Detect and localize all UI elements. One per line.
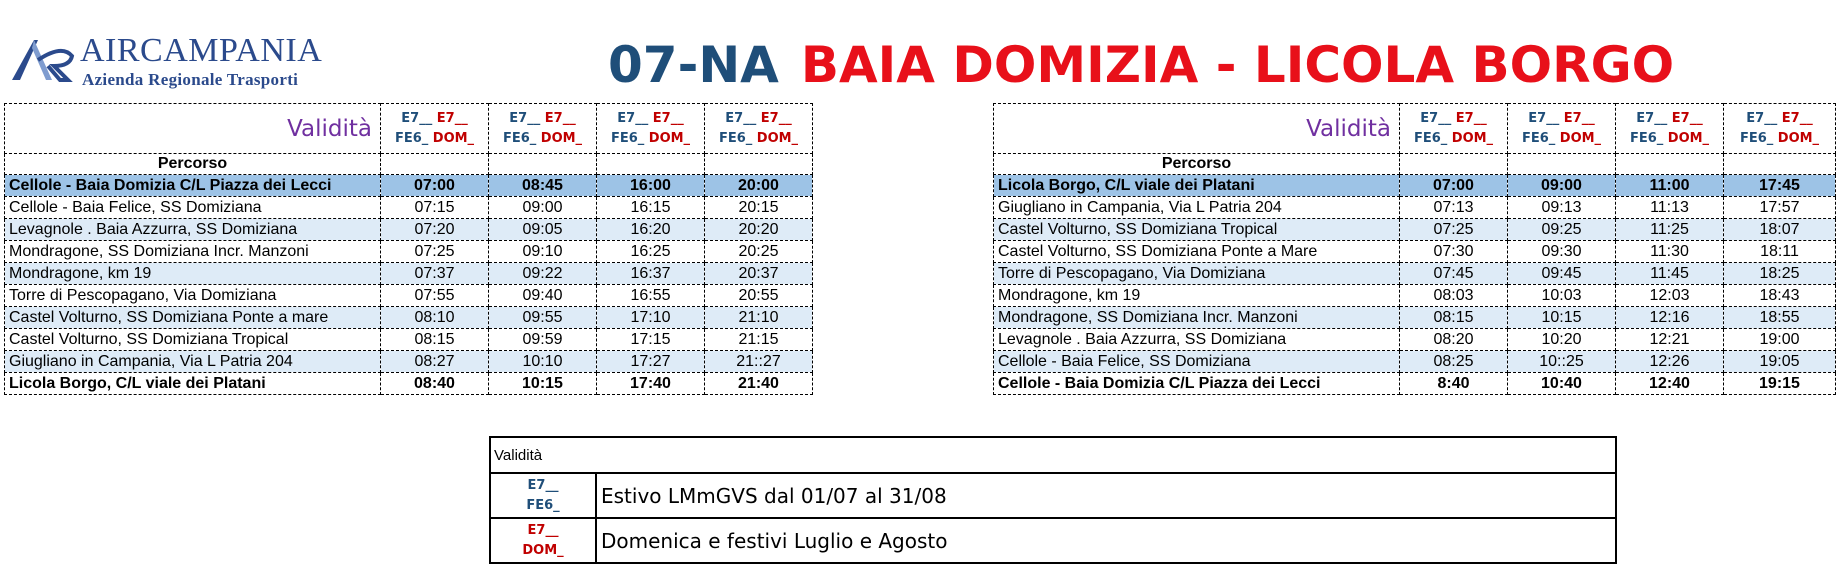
departure-time: 18:55 <box>1724 307 1836 329</box>
service-code <box>1400 104 1508 154</box>
stop-row <box>994 241 1836 263</box>
departure-time: 17:15 <box>597 329 705 351</box>
stop-row <box>5 175 813 197</box>
departure-time: 16:00 <box>597 175 705 197</box>
departure-time: 10::25 <box>1508 351 1616 373</box>
stop-row <box>994 307 1836 329</box>
departure-time: 12:03 <box>1616 285 1724 307</box>
service-code-line2 <box>381 129 488 149</box>
departure-time: 09:00 <box>1508 175 1616 197</box>
stop-row <box>994 197 1836 219</box>
service-code-line2 <box>1616 129 1723 149</box>
departure-time: 09:22 <box>489 263 597 285</box>
code-e7-summer: E7__ <box>1420 110 1452 126</box>
departure-time: 11:45 <box>1616 263 1724 285</box>
departure-time: 09:30 <box>1508 241 1616 263</box>
departure-time: 12:21 <box>1616 329 1724 351</box>
departure-time: 17:45 <box>1724 175 1836 197</box>
departure-time: 16:25 <box>597 241 705 263</box>
legend-code-bottom: DOM_ <box>522 542 564 558</box>
percorso-empty-cell <box>1508 154 1616 175</box>
departure-time: 20:00 <box>705 175 813 197</box>
service-code-line2 <box>1508 129 1615 149</box>
stop-name: Levagnole . Baia Azzurra, SS Domiziana <box>5 219 381 241</box>
stop-row <box>994 329 1836 351</box>
legend-code-bottom: FE6_ <box>526 497 560 513</box>
departure-time: 18:11 <box>1724 241 1836 263</box>
percorso-empty-cell <box>705 154 813 175</box>
legend-description: Domenica e festivi Luglio e Agosto <box>596 518 1616 563</box>
percorso-empty-cell <box>381 154 489 175</box>
service-code-line1 <box>1400 109 1507 129</box>
validity-legend <box>489 436 1617 564</box>
stop-row <box>5 219 813 241</box>
legend-code <box>490 473 596 518</box>
route-name: BAIA DOMIZIA - LICOLA BORGO <box>800 36 1675 94</box>
code-e7-summer: E7__ <box>1746 110 1778 126</box>
departure-time: 19:00 <box>1724 329 1836 351</box>
code-e7-summer: E7__ <box>1636 110 1668 126</box>
stop-name: Giugliano in Campania, Via L Patria 204 <box>5 351 381 373</box>
legend-row-sunday <box>490 518 1616 563</box>
code-e7-sunday: E7__ <box>1455 110 1487 126</box>
validity-label: Validità <box>5 104 381 154</box>
departure-time: 07:20 <box>381 219 489 241</box>
logo-subtitle: Azienda Regionale Trasporti <box>82 70 299 89</box>
logo-brand: AIRCAMPANIA <box>80 32 323 69</box>
service-code-line1 <box>381 109 488 129</box>
percorso-empty-cell <box>489 154 597 175</box>
stop-row <box>5 241 813 263</box>
departure-time: 08:27 <box>381 351 489 373</box>
code-e7-sunday: E7__ <box>652 110 684 126</box>
stop-name: Cellole - Baia Domizia C/L Piazza dei Lecci <box>994 373 1400 395</box>
code-fe6: FE6_ <box>610 130 645 146</box>
departure-time: 07:45 <box>1400 263 1508 285</box>
departure-time: 09:05 <box>489 219 597 241</box>
departure-time: 19:15 <box>1724 373 1836 395</box>
validity-label: Validità <box>994 104 1400 154</box>
departure-time: 09:45 <box>1508 263 1616 285</box>
stop-row <box>994 175 1836 197</box>
percorso-empty-cell <box>1724 154 1836 175</box>
stop-name: Licola Borgo, C/L viale dei Platani <box>994 175 1400 197</box>
departure-time: 07:25 <box>381 241 489 263</box>
departure-time: 10:15 <box>1508 307 1616 329</box>
departure-time: 16:20 <box>597 219 705 241</box>
departure-time: 17:40 <box>597 373 705 395</box>
aircampania-logo <box>8 30 338 90</box>
departure-time: 10:15 <box>489 373 597 395</box>
code-dom: DOM_ <box>1667 130 1710 146</box>
service-code <box>1616 104 1724 154</box>
departure-time: 11:00 <box>1616 175 1724 197</box>
code-fe6: FE6_ <box>1739 130 1774 146</box>
code-dom: DOM_ <box>1451 130 1494 146</box>
code-e7-sunday: E7__ <box>544 110 576 126</box>
service-code-line2 <box>1724 129 1835 149</box>
stop-name: Licola Borgo, C/L viale dei Platani <box>5 373 381 395</box>
departure-time: 17:10 <box>597 307 705 329</box>
code-e7-sunday: E7__ <box>1781 110 1813 126</box>
departure-time: 09:00 <box>489 197 597 219</box>
departure-time: 20:25 <box>705 241 813 263</box>
service-code <box>597 104 705 154</box>
legend-row-summer <box>490 473 1616 518</box>
code-fe6: FE6_ <box>1629 130 1664 146</box>
departure-time: 20:20 <box>705 219 813 241</box>
code-e7-sunday: E7__ <box>1671 110 1703 126</box>
departure-time: 07:00 <box>1400 175 1508 197</box>
service-code <box>381 104 489 154</box>
service-code-line2 <box>705 129 812 149</box>
departure-time: 17:27 <box>597 351 705 373</box>
code-fe6: FE6_ <box>502 130 537 146</box>
departure-time: 11:25 <box>1616 219 1724 241</box>
departure-time: 19:05 <box>1724 351 1836 373</box>
outbound-timetable <box>4 103 813 395</box>
departure-time: 08:20 <box>1400 329 1508 351</box>
stop-name: Cellole - Baia Felice, SS Domiziana <box>994 351 1400 373</box>
departure-time: 09:55 <box>489 307 597 329</box>
legend-header: Validità <box>490 437 1616 473</box>
departure-time: 16:37 <box>597 263 705 285</box>
percorso-label: Percorso <box>5 154 381 175</box>
service-code-line1 <box>597 109 704 129</box>
return-timetable <box>993 103 1836 395</box>
code-dom: DOM_ <box>1559 130 1602 146</box>
header-row <box>5 104 813 154</box>
departure-time: 07:00 <box>381 175 489 197</box>
departure-time: 08:15 <box>1400 307 1508 329</box>
stop-row <box>5 197 813 219</box>
percorso-row <box>5 154 813 175</box>
stop-name: Castel Volturno, SS Domiziana Tropical <box>994 219 1400 241</box>
departure-time: 21:40 <box>705 373 813 395</box>
departure-time: 16:55 <box>597 285 705 307</box>
departure-time: 10:40 <box>1508 373 1616 395</box>
departure-time: 20:15 <box>705 197 813 219</box>
percorso-empty-cell <box>597 154 705 175</box>
stop-name: Torre di Pescopagano, Via Domiziana <box>5 285 381 307</box>
code-fe6: FE6_ <box>1521 130 1556 146</box>
departure-time: 12:40 <box>1616 373 1724 395</box>
code-dom: DOM_ <box>756 130 799 146</box>
service-code-line1 <box>489 109 596 129</box>
stop-row <box>5 263 813 285</box>
stop-row <box>5 351 813 373</box>
departure-time: 08:03 <box>1400 285 1508 307</box>
legend-code-top: E7__ <box>527 477 559 493</box>
departure-time: 18:25 <box>1724 263 1836 285</box>
code-e7-summer: E7__ <box>617 110 649 126</box>
departure-time: 18:43 <box>1724 285 1836 307</box>
aircampania-logo-icon <box>8 36 78 84</box>
service-code <box>705 104 813 154</box>
service-code-line2 <box>597 129 704 149</box>
stop-name: Cellole - Baia Domizia C/L Piazza dei Lecci <box>5 175 381 197</box>
code-fe6: FE6_ <box>394 130 429 146</box>
departure-time: 07:37 <box>381 263 489 285</box>
legend-code-top: E7__ <box>527 522 559 538</box>
departure-time: 07:30 <box>1400 241 1508 263</box>
legend-code <box>490 518 596 563</box>
service-code-line1 <box>705 109 812 129</box>
stop-name: Mondragone, km 19 <box>5 263 381 285</box>
stop-name: Mondragone, SS Domiziana Incr. Manzoni <box>5 241 381 263</box>
stop-name: Castel Volturno, SS Domiziana Ponte a Mare <box>994 241 1400 263</box>
code-e7-summer: E7__ <box>1528 110 1560 126</box>
departure-time: 09:40 <box>489 285 597 307</box>
service-code-line2 <box>489 129 596 149</box>
departure-time: 12:26 <box>1616 351 1724 373</box>
stop-name: Mondragone, SS Domiziana Incr. Manzoni <box>994 307 1400 329</box>
departure-time: 21:15 <box>705 329 813 351</box>
departure-time: 09:13 <box>1508 197 1616 219</box>
stop-name: Castel Volturno, SS Domiziana Tropical <box>5 329 381 351</box>
stop-row <box>994 373 1836 395</box>
header-row <box>994 104 1836 154</box>
percorso-label: Percorso <box>994 154 1400 175</box>
code-fe6: FE6_ <box>718 130 753 146</box>
departure-time: 21:10 <box>705 307 813 329</box>
stop-row <box>5 285 813 307</box>
service-code <box>1508 104 1616 154</box>
stop-name: Torre di Pescopagano, Via Domiziana <box>994 263 1400 285</box>
code-dom: DOM_ <box>648 130 691 146</box>
departure-time: 20:37 <box>705 263 813 285</box>
departure-time: 08:25 <box>1400 351 1508 373</box>
stop-name: Castel Volturno, SS Domiziana Ponte a mare <box>5 307 381 329</box>
departure-time: 12:16 <box>1616 307 1724 329</box>
departure-time: 16:15 <box>597 197 705 219</box>
service-code-line1 <box>1508 109 1615 129</box>
stop-row <box>994 285 1836 307</box>
code-e7-summer: E7__ <box>509 110 541 126</box>
departure-time: 8:40 <box>1400 373 1508 395</box>
departure-time: 08:40 <box>381 373 489 395</box>
departure-time: 21::27 <box>705 351 813 373</box>
stop-row <box>5 329 813 351</box>
departure-time: 08:45 <box>489 175 597 197</box>
code-e7-summer: E7__ <box>725 110 757 126</box>
stop-name: Cellole - Baia Felice, SS Domiziana <box>5 197 381 219</box>
departure-time: 10:10 <box>489 351 597 373</box>
stop-name: Levagnole . Baia Azzurra, SS Domiziana <box>994 329 1400 351</box>
code-dom: DOM_ <box>1777 130 1820 146</box>
code-dom: DOM_ <box>540 130 583 146</box>
code-e7-sunday: E7__ <box>436 110 468 126</box>
departure-time: 11:30 <box>1616 241 1724 263</box>
departure-time: 07:55 <box>381 285 489 307</box>
legend-description: Estivo LMmGVS dal 01/07 al 31/08 <box>596 473 1616 518</box>
service-code-line1 <box>1724 109 1835 129</box>
code-e7-sunday: E7__ <box>760 110 792 126</box>
departure-time: 18:07 <box>1724 219 1836 241</box>
departure-time: 09:59 <box>489 329 597 351</box>
code-fe6: FE6_ <box>1413 130 1448 146</box>
stop-row <box>5 307 813 329</box>
percorso-empty-cell <box>1616 154 1724 175</box>
service-code-line2 <box>1400 129 1507 149</box>
departure-time: 07:13 <box>1400 197 1508 219</box>
percorso-empty-cell <box>1400 154 1508 175</box>
departure-time: 09:25 <box>1508 219 1616 241</box>
departure-time: 09:10 <box>489 241 597 263</box>
stop-name: Mondragone, km 19 <box>994 285 1400 307</box>
departure-time: 08:10 <box>381 307 489 329</box>
code-e7-summer: E7__ <box>401 110 433 126</box>
stop-row <box>994 219 1836 241</box>
departure-time: 20:55 <box>705 285 813 307</box>
departure-time: 17:57 <box>1724 197 1836 219</box>
page-title <box>608 30 1674 100</box>
departure-time: 10:20 <box>1508 329 1616 351</box>
departure-time: 07:15 <box>381 197 489 219</box>
departure-time: 11:13 <box>1616 197 1724 219</box>
code-e7-sunday: E7__ <box>1563 110 1595 126</box>
stop-row <box>994 263 1836 285</box>
stop-name: Giugliano in Campania, Via L Patria 204 <box>994 197 1400 219</box>
code-dom: DOM_ <box>432 130 475 146</box>
stop-row <box>994 351 1836 373</box>
departure-time: 07:25 <box>1400 219 1508 241</box>
departure-time: 10:03 <box>1508 285 1616 307</box>
percorso-row <box>994 154 1836 175</box>
line-code: 07-NA <box>608 36 779 94</box>
service-code <box>489 104 597 154</box>
service-code <box>1724 104 1836 154</box>
departure-time: 08:15 <box>381 329 489 351</box>
service-code-line1 <box>1616 109 1723 129</box>
stop-row <box>5 373 813 395</box>
